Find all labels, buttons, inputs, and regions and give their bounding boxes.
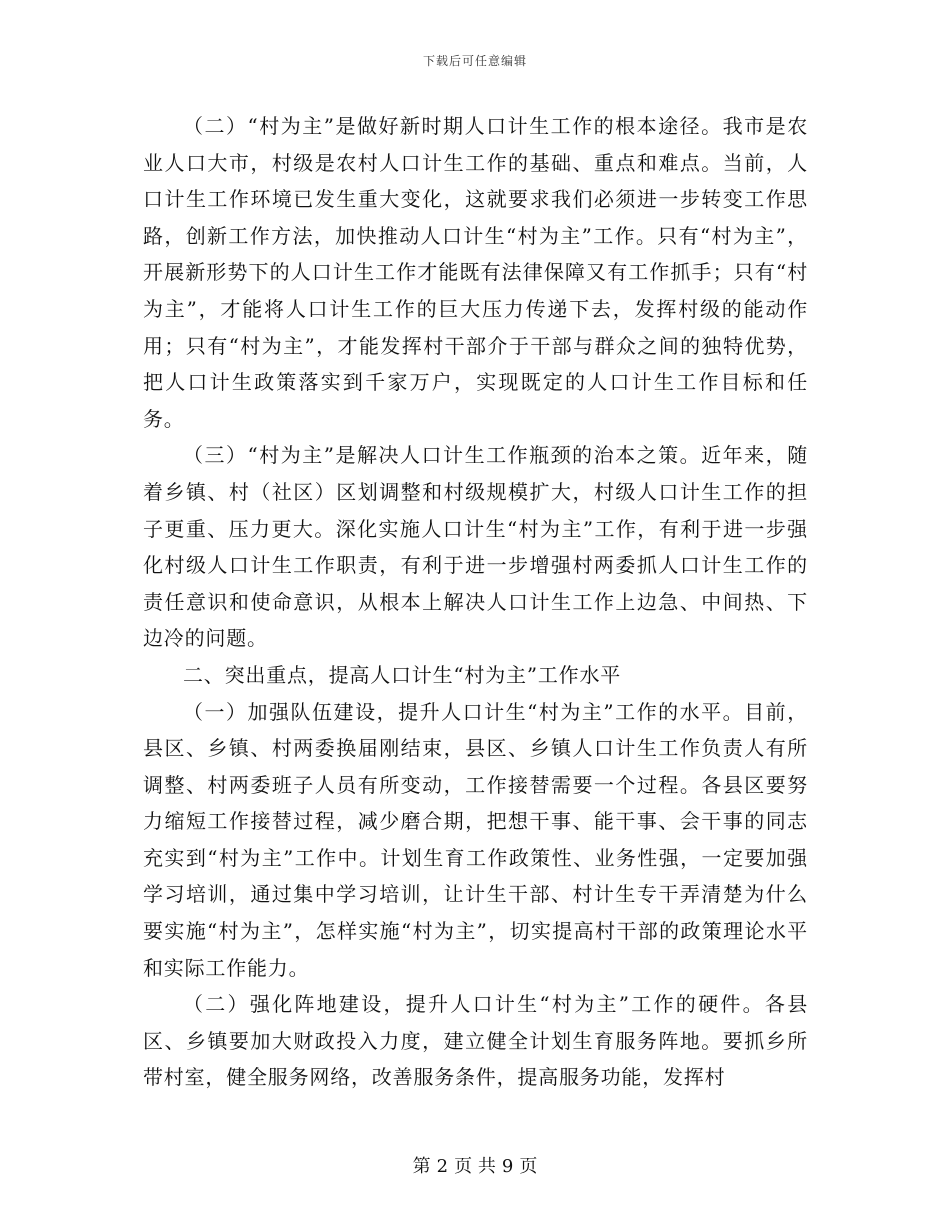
section-heading: 二、突出重点，提高人口计生“村为主”工作水平 xyxy=(183,662,622,687)
document-body xyxy=(143,108,808,1096)
current-page-number: 2 xyxy=(436,1156,449,1177)
total-pages-number: 9 xyxy=(501,1156,514,1177)
paragraph: （一）加强队伍建设，提升人口计生“村为主”工作的水平。目前，县区、乡镇、村两委换届刚结束，县区、乡镇人口计生工作负责人有所调整、村两委班子人员有所变动，工作接替需要一个过程。各县区要努力缩短工作接替过程，减少磨合期，把想干事、能干事、会干事的同志充实到“村为主”工作中。计划生育工作政策性、业务性强，一定要加强学习培训，通过集中学习培训，让计生干部、村计生专干弄清楚为什么要实施“村为主”，怎样实施“村为主”，切实提高村干部的政策理论水平和实际工作能力。 xyxy=(143,699,808,980)
paragraph: （二）强化阵地建设，提升人口计生“村为主”工作的硬件。各县区、乡镇要加大财政投入力度，建立健全计划生育服务阵地。要抓乡所带村室，健全服务网络，改善服务条件，提高服务功能，发挥村 xyxy=(143,992,808,1090)
page-label-prefix: 第 xyxy=(412,1156,431,1177)
paragraph: （二）“村为主”是做好新时期人口计生工作的根本途径。我市是农业人口大市，村级是农村人口计生工作的基础、重点和难点。当前，人口计生工作环境已发生重大变化，这就要求我们必须进一步转变工作思路，创新工作方法，加快推动人口计生“村为主”工作。只有“村为主”，开展新形势下的人口计生工作才能既有法律保障又有工作抓手；只有“村为主”，才能将人口计生工作的巨大压力传递下去，发挥村级的能动作用；只有“村为主”，才能发挥村干部介于干部与群众之间的独特优势，把人口计生政策落实到千家万户，实现既定的人口计生工作目标和任务。 xyxy=(143,114,808,431)
page-header: 下载后可任意编辑 xyxy=(422,54,527,68)
paragraph: （三）“村为主”是解决人口计生工作瓶颈的治本之策。近年来，随着乡镇、村（社区）区划调整和村级规模扩大，村级人口计生工作的担子更重、压力更大。深化实施人口计生“村为主”工作，有利于进一步强化村级人口计生工作职责，有利于进一步增强村两委抓人口计生工作的责任意识和使命意识，从根本上解决人口计生工作上边急、中间热、下边冷的问题。 xyxy=(143,443,808,651)
page-label-middle: 页 共 xyxy=(454,1156,496,1177)
page-footer xyxy=(0,1152,950,1178)
page-label-suffix: 页 xyxy=(519,1156,538,1177)
